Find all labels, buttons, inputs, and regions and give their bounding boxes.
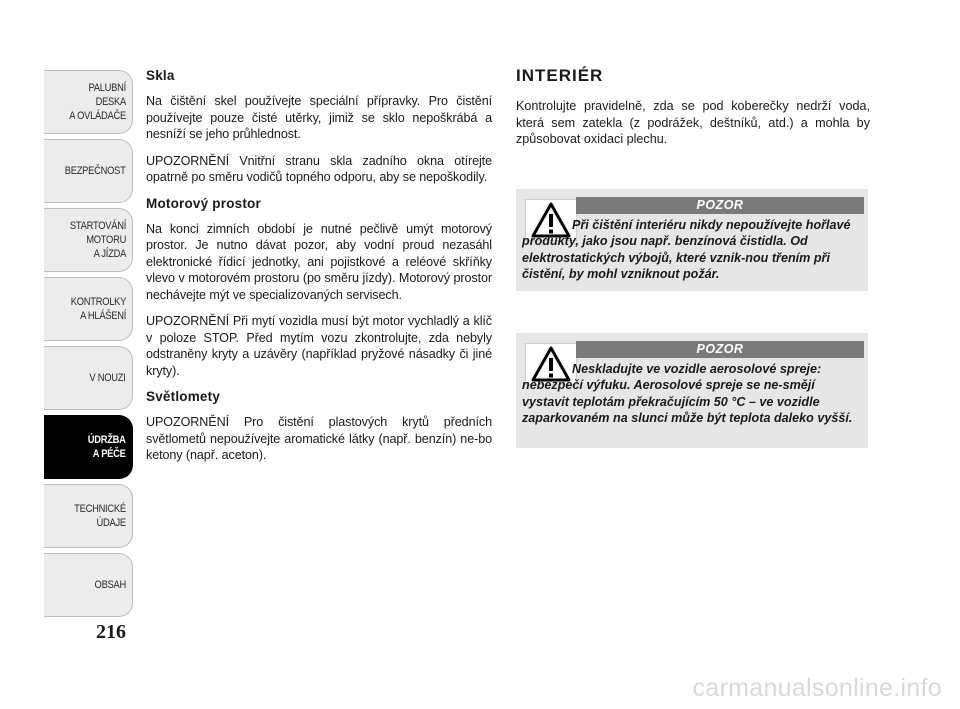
chapter-tabs xyxy=(44,70,133,622)
svetlomety-heading: Světlomety xyxy=(146,389,221,404)
page-number: 216 xyxy=(96,621,126,643)
tab-palubni-deska[interactable] xyxy=(44,70,133,134)
motor-paragraph-2: UPOZORNĚNÍ Při mytí vozidla musí být motor vychladlý a klíč v poloze STOP. Před mytím vozu zkontrolujte, zda nebyly odstraněny kryty a uzávěry (například pryžové násadky či jiné kryty). xyxy=(146,314,492,378)
motor-heading: Motorový prostor xyxy=(146,195,261,211)
skla-paragraph-1: Na čištění skel používejte speciální přípravky. Pro čistění používejte pouze čisté utěrky, jimiž se sklo nepoškrábá a nesníží se jeho průhlednost. xyxy=(146,94,492,141)
tab-obsah[interactable] xyxy=(44,553,133,617)
left-column xyxy=(146,68,492,474)
warning-label: POZOR xyxy=(576,341,864,358)
tab-label: OBSAH xyxy=(94,579,126,591)
watermark: carmanualsonline.info xyxy=(692,674,942,702)
tab-bezpecnost[interactable] xyxy=(44,139,133,203)
interior-intro: Kontrolujte pravidelně, zda se pod koberečky nedrží voda, která sem zatekla (z podrážek, deštníků, atd.) a mohla by způsobovat oxidaci plechu. xyxy=(516,99,870,146)
tab-label: BEZPEČNOST xyxy=(65,165,126,177)
tab-label: STARTOVÁNÍ MOTORU A JÍZDA xyxy=(69,220,126,260)
motor-paragraph-1: Na konci zimních období je nutné pečlivě umýt motorový prostor. Je nutno dávat pozor, aby vodní proud nezasáhl elektronické řídicí jednotky, ani pojistkové a reléové skříňky vlevo v motorovém prostoru (po směru jízdy). Motorový prostor nechávejte mýt ve specializovaných servisech. xyxy=(146,221,492,302)
tab-label: V NOUZI xyxy=(89,372,126,384)
skla-paragraph-2: UPOZORNĚNÍ Vnitřní stranu skla zadního okna otírejte opatrně po směru vodičů topného odporu, aby se nepoškodily. xyxy=(146,153,492,184)
tab-label: TECHNICKÉ ÚDAJE xyxy=(74,503,126,529)
warning-box xyxy=(516,189,868,291)
tab-label: ÚDRŽBA A PÉČE xyxy=(88,434,126,460)
svetlomety-paragraph-1: UPOZORNĚNÍ Pro čistění plastových krytů předních světlometů nepoužívejte aromatické látky (např. benzín) ne-bo ketony (např. aceton). xyxy=(146,415,492,462)
warning-label: POZOR xyxy=(576,197,864,214)
tab-startovani-motoru[interactable] xyxy=(44,208,133,272)
skla-heading: Skla xyxy=(146,68,175,83)
warning-box xyxy=(516,333,868,448)
tab-v-nouzi[interactable] xyxy=(44,346,133,410)
warning-text: Při čištění interiéru nikdy nepoužívejte hořlavé produkty, jako jsou např. benzínová čistidla. Od elektrostatických výbojů, které vznik-nou třením při čistění, by mohl vzniknout požár. xyxy=(522,218,851,282)
right-column xyxy=(516,66,870,148)
warning-text: Neskladujte ve vozidle aerosolové spreje: nebezpečí výfuku. Aerosolové spreje se ne-smějí vystavit teplotám překračujícím 50 °C – ve vozidle zaparkovaném na slunci může být teplota daleko vyšší. xyxy=(522,362,853,426)
tab-kontrolky[interactable] xyxy=(44,277,133,341)
tab-label: PALUBNÍ DESKA A OVLÁDAČE xyxy=(69,82,126,122)
tab-technicke-udaje[interactable] xyxy=(44,484,133,548)
section-title: INTERIÉR xyxy=(516,66,604,85)
tab-udrzba-a-pece[interactable] xyxy=(44,415,133,479)
tab-label: KONTROLKY A HLÁŠENÍ xyxy=(70,296,126,322)
